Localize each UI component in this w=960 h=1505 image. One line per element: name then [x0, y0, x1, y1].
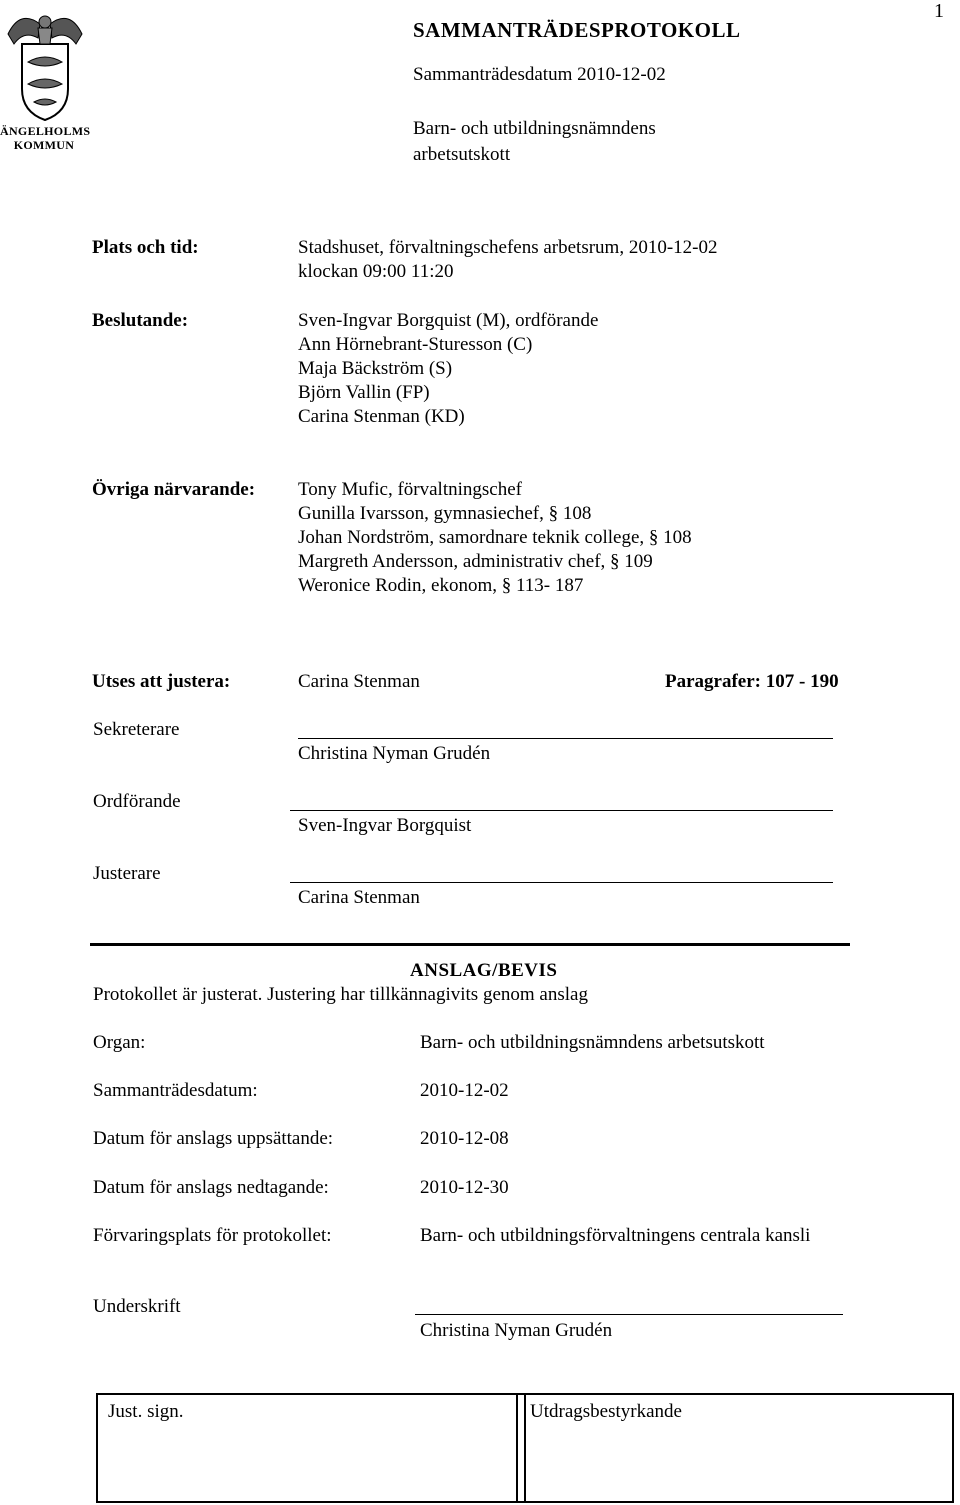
anslag-title: ANSLAG/BEVIS — [410, 960, 558, 981]
coat-of-arms-icon — [0, 4, 90, 124]
municipality-logo — [0, 4, 90, 154]
signature-name: Christina Nyman Grudén — [420, 1320, 613, 1341]
document-title: SAMMANTRÄDESPROTOKOLL — [413, 18, 741, 42]
place-label: Plats och tid: — [92, 237, 199, 258]
footer-certification: Utdragsbestyrkande — [530, 1401, 682, 1422]
anslag-row-label: Sammanträdesdatum: — [93, 1080, 258, 1101]
anslag-row-value: 2010-12-30 — [420, 1177, 509, 1198]
deciding-label: Beslutande: — [92, 310, 189, 331]
secretary-role: Sekreterare — [93, 719, 180, 740]
anslag-row-label: Förvaringsplats för protokollet: — [93, 1225, 332, 1246]
secretary-name: Christina Nyman Grudén — [298, 743, 491, 764]
deciding-member: Carina Stenman (KD) — [298, 406, 465, 427]
secretary-signature-line — [298, 738, 833, 739]
other-attendee: Tony Mufic, förvaltningschef — [298, 479, 522, 500]
signature-label: Underskrift — [93, 1296, 181, 1317]
anslag-row-label: Organ: — [93, 1032, 146, 1053]
other-attendee: Margreth Andersson, administrativ chef, § 109 — [298, 551, 653, 572]
deciding-member: Maja Bäckström (S) — [298, 358, 453, 379]
other-attendee: Weronice Rodin, ekonom, § 113- 187 — [298, 575, 584, 596]
anslag-row-value: Barn- och utbildningsförvaltningens centrala kansli — [420, 1225, 811, 1246]
chair-name: Sven-Ingvar Borgquist — [298, 815, 472, 836]
anslag-row-label: Datum för anslags nedtagande: — [93, 1177, 329, 1198]
footer-box — [96, 1393, 954, 1503]
paragraphs-range: Paragrafer: 107 - 190 — [665, 671, 839, 692]
deciding-member: Sven-Ingvar Borgquist (M), ordförande — [298, 310, 599, 331]
other-attendee: Gunilla Ivarsson, gymnasiechef, § 108 — [298, 503, 592, 524]
anslag-statement: Protokollet är justerat. Justering har tillkännagivits genom anslag — [93, 984, 588, 1005]
anslag-row-value: Barn- och utbildningsnämndens arbetsutskott — [420, 1032, 765, 1053]
adjuster-signature-name: Carina Stenman — [298, 887, 420, 908]
anslag-row-value: 2010-12-08 — [420, 1128, 509, 1149]
signature-line — [415, 1314, 843, 1315]
page-number: 1 — [934, 0, 944, 22]
place-line-2: klockan 09:00 11:20 — [298, 261, 454, 282]
adjuster-role: Justerare — [93, 863, 161, 884]
deciding-member: Björn Vallin (FP) — [298, 382, 430, 403]
footer-just-sign: Just. sign. — [108, 1401, 184, 1422]
chair-role: Ordförande — [93, 791, 181, 812]
committee-line-2: arbetsutskott — [413, 144, 511, 165]
meeting-date-line: Sammanträdesdatum 2010-12-02 — [413, 64, 666, 85]
adjuster-label: Utses att justera: — [92, 671, 231, 692]
section-divider — [90, 943, 850, 946]
footer-divider-2 — [524, 1395, 526, 1501]
chair-signature-line — [290, 810, 833, 811]
logo-text-line1: ÄNGELHOLMS — [0, 124, 91, 138]
deciding-member: Ann Hörnebrant-Sturesson (C) — [298, 334, 533, 355]
committee-line-1: Barn- och utbildningsnämndens — [413, 118, 656, 139]
anslag-row-label: Datum för anslags uppsättande: — [93, 1128, 334, 1149]
place-line-1: Stadshuset, förvaltningschefens arbetsrum, 2010-12-02 — [298, 237, 718, 258]
others-label: Övriga närvarande: — [92, 479, 256, 500]
adjuster-name: Carina Stenman — [298, 671, 420, 692]
adjuster-signature-line — [290, 882, 833, 883]
logo-text-line2: KOMMUN — [13, 138, 75, 152]
anslag-row-value: 2010-12-02 — [420, 1080, 509, 1101]
footer-divider-1 — [516, 1395, 518, 1501]
other-attendee: Johan Nordström, samordnare teknik college, § 108 — [298, 527, 692, 548]
